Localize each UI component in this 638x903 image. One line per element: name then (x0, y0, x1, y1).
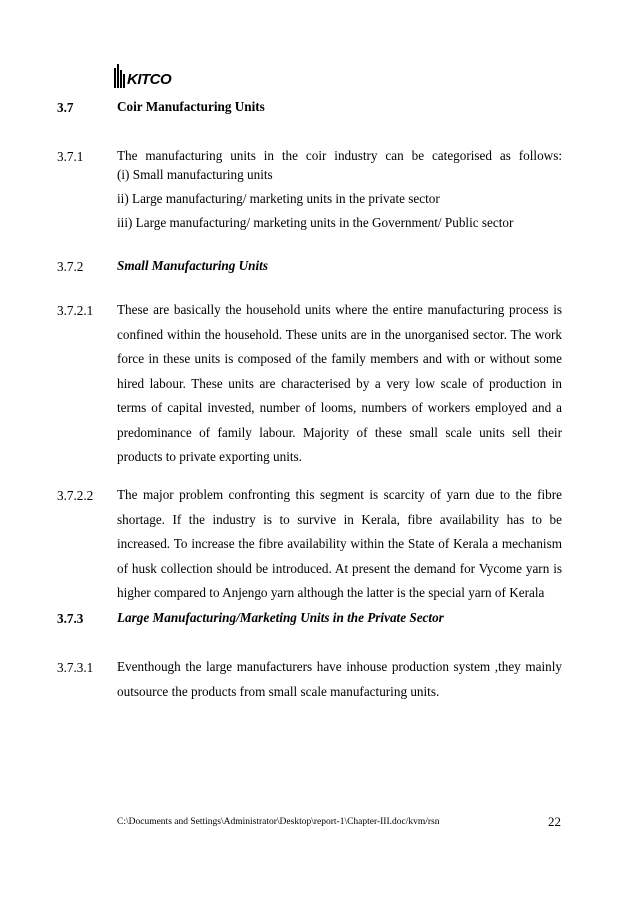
page-number: 22 (548, 814, 561, 829)
section-number-3-7-2-1: 3.7.2.1 (57, 303, 94, 318)
section-number-3-7-2-2: 3.7.2.2 (57, 488, 94, 503)
section-title-3-7-2: Small Manufacturing Units (117, 258, 268, 273)
section-text-3-7-1: The manufacturing units in the coir industry can be categorised as follows: (117, 148, 562, 163)
section-number-3-7-3: 3.7.3 (57, 611, 84, 626)
section-title-3-7-3: Large Manufacturing/Marketing Units in the Private Sector (117, 610, 444, 625)
logo-bars-icon (113, 62, 127, 90)
section-number-3-7-2: 3.7.2 (57, 259, 84, 274)
category-list (117, 163, 513, 235)
section-text-3-7-2-1: These are basically the household units where the entire manufacturing process is confined within the household. These units are in the unorganised sector. The work force in these units is composed of the family members and with or without some hired labour. These units are characterised by a very low scale of production in terms of capital invested, number of looms, numbers of workers employed and a predominance of family labour. Majority of these small scale units sell their products to private exporting units. (117, 302, 562, 464)
kitco-logo (113, 62, 172, 92)
section-text-3-7-2-2: The major problem confronting this segment is scarcity of yarn due to the fibre shortage. If the industry is to survive in Kerala, fibre availability has to be increased. To increase the fibre availability within the State of Kerala a mechanism of husk collection should be introduced. At present the demand for Vycome yarn is higher compared to Anjengo yarn although the latter is the special yarn of Kerala (117, 487, 562, 600)
footer-file-path: C:\Documents and Settings\Administrator\Desktop\report-1\Chapter-III.doc/kvm/rsn (117, 817, 440, 827)
section-title-3-7: Coir Manufacturing Units (117, 99, 265, 114)
section-text-3-7-3-1: Eventhough the large manufacturers have inhouse production system ,they mainly outsource the products from small scale manufacturing units. (117, 659, 562, 699)
logo-text: KITCO (127, 71, 172, 88)
section-number-3-7: 3.7 (57, 100, 74, 115)
list-item: ii) Large manufacturing/ marketing units in the private sector (117, 191, 440, 206)
list-item: iii) Large manufacturing/ marketing units in the Government/ Public sector (117, 215, 514, 230)
list-item: (i) Small manufacturing units (117, 167, 273, 182)
section-number-3-7-1: 3.7.1 (57, 149, 84, 164)
section-number-3-7-3-1: 3.7.3.1 (57, 660, 94, 675)
